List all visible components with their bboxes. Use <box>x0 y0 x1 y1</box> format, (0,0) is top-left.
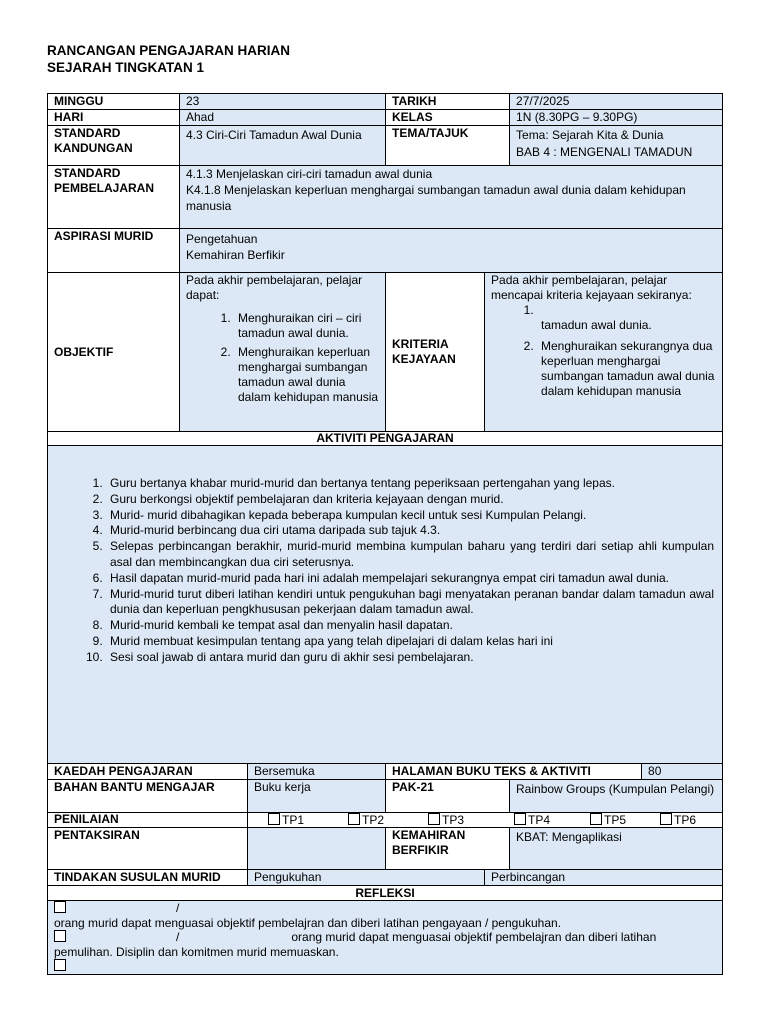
aspirasi-label: ASPIRASI MURID <box>48 229 180 273</box>
refleksi-line1: orang murid dapat menguasai objektif pembelajran dan diberi latihan pengayaan / pengukuhan. <box>54 915 562 930</box>
bahan-value: Buku kerja <box>248 780 386 813</box>
checkbox-icon[interactable] <box>660 813 672 825</box>
checkbox-icon[interactable] <box>268 813 280 825</box>
pentaksiran-label: PENTAKSIRAN <box>48 828 248 870</box>
aspirasi-value: Pengetahuan Kemahiran Berfikir <box>180 229 723 273</box>
checkbox-icon[interactable] <box>514 813 526 825</box>
tema-label: TEMA/TAJUK <box>386 126 510 166</box>
aktiviti-item: 5. Selepas perbincangan berakhir, murid-murid membina kumpulan baharu yang terdiri dari setiap ahli kumpulan asal dan membincangkan dua ciri seterusnya. <box>106 539 714 571</box>
pak-label: PAK-21 <box>386 780 510 813</box>
page-title: RANCANGAN PENGAJARAN HARIAN <box>47 43 291 58</box>
kaedah-label: KAEDAH PENGAJARAN <box>48 764 248 780</box>
checkbox-icon[interactable] <box>54 901 66 913</box>
plan-table <box>47 93 722 975</box>
kaedah-value: Bersemuka <box>248 764 386 780</box>
kelas-value: 1N (8.30PG – 9.30PG) <box>510 110 723 126</box>
aktiviti-item: 4. Murid-murid berbincang dua ciri utama daripada sub tajuk 4.3. <box>106 523 714 539</box>
kemahiran-value: KBAT: Mengaplikasi <box>510 828 723 870</box>
aktiviti-item: 6. Hasil dapatan murid-murid pada hari ini adalah mempelajari sekurangnya empat ciri tamadun awal dunia. <box>106 571 714 587</box>
tarikh-value: 27/7/2025 <box>510 94 723 110</box>
aktiviti-item: 9. Murid membuat kesimpulan tentang apa yang telah dipelajari di dalam kelas hari ini <box>106 634 714 650</box>
checkbox-icon[interactable] <box>54 959 66 971</box>
hari-value: Ahad <box>180 110 386 126</box>
tp6-option[interactable]: TP6 <box>660 813 696 827</box>
aktiviti-item: 7. Murid-murid turut diberi latihan kendiri untuk pengukuhan bagi menyatakan peranan bandar dalam tamadun awal dunia dan keperluan pengkhususan pekerjaan dalam tamadun awal. <box>106 587 714 619</box>
page-subtitle: SEJARAH TINGKATAN 1 <box>47 60 205 75</box>
objektif-label: OBJEKTIF <box>48 273 180 432</box>
refleksi-line2a: orang murid dapat menguasai objektif pembelajran dan diberi latihan <box>291 930 657 944</box>
tp-options <box>248 813 723 828</box>
objektif-item: 2. Menghuraikan keperluan menghargai sumbangan tamadun awal dunia dalam kehidupan manusia <box>234 345 379 405</box>
standard-pembelajaran-value: 4.1.3 Menjelaskan ciri-ciri tamadun awal dunia K4.1.8 Menjelaskan keperluan menghargai sumbangan tamadun awal dunia dalam kehidupan manusia <box>180 166 723 229</box>
tp1-option[interactable]: TP1 <box>248 813 348 827</box>
tp2-option[interactable]: TP2 <box>348 813 428 827</box>
checkbox-icon[interactable] <box>348 813 360 825</box>
hari-label: HARI <box>48 110 180 126</box>
objektif-intro: Pada akhir pembelajaran, pelajar dapat: <box>186 273 363 302</box>
aktiviti-item: 8. Murid-murid kembali ke tempat asal dan menyalin hasil dapatan. <box>106 618 714 634</box>
refleksi-body: / orang murid dapat menguasai objektif pembelajran dan diberi latihan pengayaan / pengukuhan. / orang murid dapat menguasai objektif pembelajran dan diberi latihan pemulihan. Disiplin dan komitmen murid memuaskan. <box>48 901 723 975</box>
aktiviti-list <box>48 446 723 764</box>
tp3-option[interactable]: TP3 <box>428 813 514 827</box>
minggu-value: 23 <box>180 94 386 110</box>
pak-value: Rainbow Groups (Kumpulan Pelangi) <box>510 780 723 813</box>
bahan-label: BAHAN BANTU MENGAJAR <box>48 780 248 813</box>
tp4-option[interactable]: TP4 <box>514 813 590 827</box>
standard-kandungan-value: 4.3 Ciri-Ciri Tamadun Awal Dunia <box>180 126 386 166</box>
kemahiran-label: KEMAHIRAN BERFIKIR <box>386 828 510 870</box>
aktiviti-item: 3. Murid- murid dibahagikan kepada beberapa kumpulan kecil untuk sesi Kumpulan Pelangi. <box>106 508 714 524</box>
tindakan-value-2: Perbincangan <box>485 870 723 886</box>
refleksi-heading: REFLEKSI <box>48 886 723 901</box>
kriteria-label: KRITERIA KEJAYAAN <box>386 273 485 432</box>
tindakan-label: TINDAKAN SUSULAN MURID <box>48 870 248 886</box>
halaman-label: HALAMAN BUKU TEKS & AKTIVITI <box>386 764 642 780</box>
kriteria-item: 2. Menghuraikan sekurangnya dua keperluan menghargai sumbangan tamadun awal dunia dalam kehidupan manusia <box>537 339 716 399</box>
pentaksiran-value <box>248 828 386 870</box>
aktiviti-item: 2. Guru berkongsi objektif pembelajaran dan kriteria kejayaan dengan murid. <box>106 492 714 508</box>
checkbox-icon[interactable] <box>590 813 602 825</box>
aktiviti-item: 1. Guru bertanya khabar murid-murid dan bertanya tentang peperiksaan pertengahan yang lepas. <box>106 476 714 492</box>
kriteria-value <box>485 273 723 432</box>
kelas-label: KELAS <box>386 110 510 126</box>
checkbox-icon[interactable] <box>428 813 440 825</box>
penilaian-label: PENILAIAN <box>48 813 248 828</box>
aktiviti-item: 10. Sesi soal jawab di antara murid dan guru di akhir sesi pembelajaran. <box>106 650 714 666</box>
refleksi-line2b: pemulihan. Disiplin dan komitmen murid memuaskan. <box>54 944 339 959</box>
minggu-label: MINGGU <box>48 94 180 110</box>
standard-kandungan-label: STANDARD KANDUNGAN <box>48 126 180 166</box>
tp5-option[interactable]: TP5 <box>590 813 660 827</box>
aktiviti-heading: AKTIVITI PENGAJARAN <box>48 432 723 446</box>
kriteria-item: 1. tamadun awal dunia. <box>537 303 716 333</box>
kriteria-intro: Pada akhir pembelajaran, pelajar mencapai kriteria kejayaan sekiranya: <box>491 273 692 302</box>
tindakan-value-1: Pengukuhan <box>248 870 485 886</box>
checkbox-icon[interactable] <box>54 930 66 942</box>
halaman-value: 80 <box>642 764 723 780</box>
tema-value: Tema: Sejarah Kita & Dunia BAB 4 : MENGENALI TAMADUN <box>510 126 723 166</box>
objektif-item: 1. Menghuraikan ciri – ciri tamadun awal dunia. <box>234 311 379 341</box>
objektif-value <box>180 273 386 432</box>
tarikh-label: TARIKH <box>386 94 510 110</box>
standard-pembelajaran-label: STANDARD PEMBELAJARAN <box>48 166 180 229</box>
